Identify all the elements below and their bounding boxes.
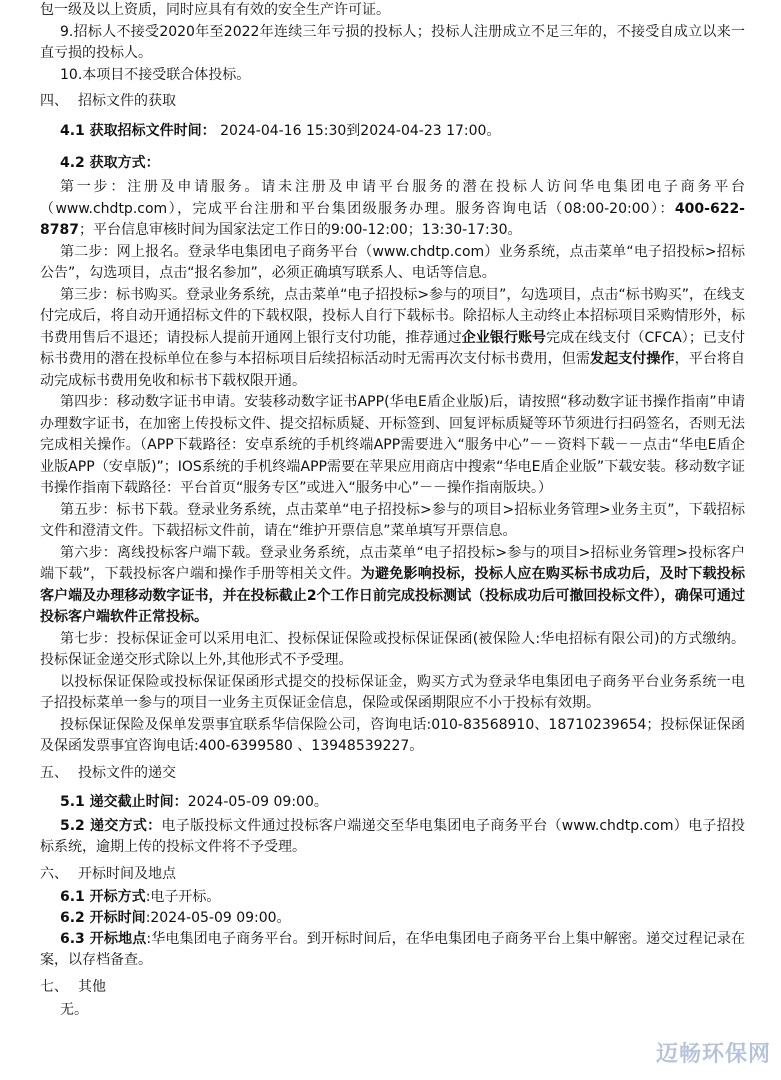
section-5-2-value: 电子版投标文件通过投标客户端递交至华电集团电子商务平台（www.chdtp.com）电子招投标系统，逾期上传的投标文件将不予受理。 (40, 817, 745, 855)
step-1 (40, 177, 745, 242)
section-7-number: 七、 (40, 978, 68, 995)
section-6-1-value: :电子开标。 (145, 888, 221, 905)
section-4-1 (40, 120, 745, 142)
service-phone: 400-622-8787 (40, 200, 745, 238)
step-7: 第七步：投标保证金可以采用电汇、投标保证保险或投标保证保函(被保险人:华电招标有限公司)的方式缴纳。投标保证金递交形式除以上外,其他形式不予受理。 (40, 630, 745, 668)
document-page (40, 0, 745, 1021)
section-4-number: 四、 (40, 93, 68, 109)
section-6-2-value: :2024-05-09 09:00。 (145, 909, 291, 926)
section-4-1-value: 2024-04-16 15:30到2024-04-23 17:00。 (215, 123, 501, 139)
section-6-number: 六、 (40, 865, 68, 882)
step-3-bold-payment: 发起支付操作 (589, 351, 675, 367)
section-6-3 (40, 929, 745, 972)
step-1-text: 第一步：注册及申请服务。请未注册及申请平台服务的潜在投标人访问华电集团电子商务平台（www.chdtp.com），完成平台注册和平台集团级服务办理。服务咨询电话（08:00-20:00）： (40, 179, 745, 217)
section-4-1-label: 4.1 获取招标文件时间： (60, 123, 216, 139)
section-6-heading (40, 863, 745, 885)
section-6-2 (40, 908, 745, 929)
section-6-2-label: 6.2 开标时间 (60, 909, 146, 926)
step-6-bold-warning: 为避免影响投标，投标人应在购买标书成功后，及时下载投标客户端及办理移动数字证书，并在投标截止2个工作日前完成投标测试（投标成功后可撤回投标文件），确保可通过投标客户端软件正常投标。 (40, 566, 745, 625)
section-5-title: 投标文件的递交 (78, 764, 176, 781)
step-3 (40, 285, 745, 393)
section-4-2-label-text: 4.2 获取方式： (60, 155, 160, 171)
section-7-heading (40, 976, 745, 998)
insurance-contact-paragraph: 投标保证保险及保单发票事宜联系华信保险公司，咨询电话:010-83568910、18710239654；投标保证保函及保函发票事宜咨询电话:400-6399580 、13948539227。 (40, 716, 745, 754)
section-4-2-label (40, 152, 745, 174)
step-6-text: 第六步：离线投标客户端下载。登录业务系统，点击菜单“电子招投标>参与的项目>招标业务管理>投标客户端下载”，下载投标客户端和操作手册等相关文件。 (40, 544, 745, 582)
qualification-line: 包一级及以上资质，同时应具有有效的安全生产许可证。 (40, 2, 390, 18)
step-1-hours: ；平台信息审核时间为国家法定工作日的9:00-12:00；13:30-17:30。 (78, 222, 522, 238)
step-3-text-c: 完成在线支付（CFCA）；已支付标书费用的潜在投标单位在参与本招标项目后续招标活动时无需再次支付标书费用，但需 (40, 329, 746, 367)
section-5-1 (40, 791, 745, 813)
step-3-text-d: ，平台将自动完成标书费用免收和标书下载权限开通。 (40, 351, 746, 389)
step-5: 第五步：标书下载。登录业务系统，点击菜单“电子招投标>参与的项目>招标业务管理>业务主页”，下载招标文件和澄清文件。下载招标文件前，请在“维护开票信息”菜单填写开票信息。 (40, 501, 745, 539)
section-6-3-label: 6.3 开标地点 (60, 930, 147, 947)
section-5-2-label: 5.2 递交方式： (60, 817, 162, 834)
section-6-1-label: 6.1 开标方式 (60, 888, 146, 905)
section-4-heading (40, 90, 745, 112)
section-7-body: 无。 (60, 1001, 88, 1018)
step-6 (40, 543, 745, 629)
section-5-number: 五、 (40, 764, 68, 781)
section-6-1 (40, 887, 745, 908)
site-watermark: 迈畅环保网 (655, 1042, 771, 1067)
guarantee-paragraph: 以投标保证保险或投标保证保函形式提交的投标保证金，购买方式为登录华电集团电子商务平台业务系统一电子招投标菜单一参与的项目一业务主页保证金信息，保险或保函期限应不小于投标有效期。 (40, 673, 745, 711)
step-3-text-a: 第三步：标书购买。登录业务系统，点击菜单“电子招投标>参与的项目”，勾选项目，点击“标书购买”，在线支付完成后，将自动开通招标文件的下载权限，投标人自行下载标书。除招标人主动终止本招标项目采购情形外，标书费用售后不退还；请投标人提前开通网上银行支付功能，推荐通过 (40, 286, 745, 346)
section-6-title: 开标时间及地点 (78, 865, 176, 882)
clause-9: 9.招标人不接受2020年至2022年连续三年亏损的投标人；投标人注册成立不足三年的，不接受自成立以来一直亏损的投标人。 (40, 23, 745, 61)
section-7-title: 其他 (78, 978, 106, 995)
section-5-1-label: 5.1 递交截止时间： (60, 793, 188, 810)
step-2: 第二步：网上报名。登录华电集团电子商务平台（www.chdtp.com）业务系统，点击菜单“电子招投标>招标公告”，勾选项目，点击“报名参加”，必须正确填写联系人、电话等信息。 (40, 243, 745, 281)
section-4-title: 招标文件的获取 (78, 93, 176, 109)
section-6-3-value: :华电集团电子商务平台。到开标时间后，在华电集团电子商务平台上集中解密。递交过程记录在案，以存档备查。 (40, 930, 745, 968)
section-5-heading (40, 762, 745, 784)
step-3-bold-account: 企业银行账号 (461, 329, 547, 346)
clause-10: 10.本项目不接受联合体投标。 (60, 66, 251, 83)
step-4: 第四步：移动数字证书申请。安装移动数字证书APP(华电E盾企业版)后，请按照“移动数字证书操作指南”申请办理数字证书，在加密上传投标文件、提交招标质疑、开标签到、回复评标质疑等环节须进行扫码签名，否则无法完成相关操作。（APP下载路径：安卓系统的手机终端APP需要进入“服务中心”－－资料下载－－点击“华电E盾企业版APP（安卓版)”；IOS系统的手机终端APP需要在苹果应用商店中搜索“华电E盾企业版”下载安装。移动数字证书操作指南下载路径：平台首页“服务专区”或进入“服务中心”－－操作指南版块。） (40, 394, 745, 496)
section-5-1-value: 2024-05-09 09:00。 (187, 793, 328, 810)
section-5-2 (40, 816, 745, 859)
